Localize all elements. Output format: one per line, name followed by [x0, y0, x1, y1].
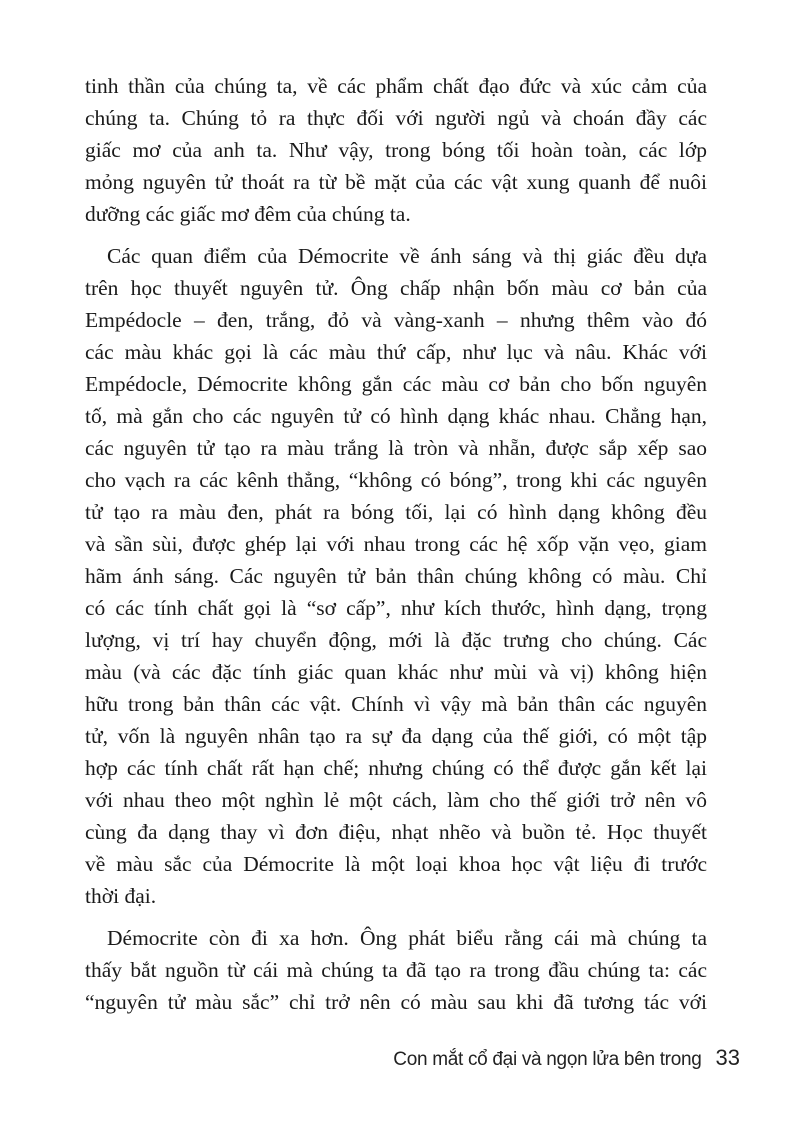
text-line: giấc mơ của anh ta. Như vậy, trong bóng tối hoàn toàn, các lớp — [85, 138, 707, 162]
paragraph — [85, 70, 707, 230]
text-line: hữu trong bản thân các vật. Chính vì vậy mà bản thân các nguyên — [85, 692, 707, 716]
text-line: về màu sắc của Démocrite là một loại khoa học vật liệu đi trước — [85, 852, 707, 876]
page-number: 33 — [715, 1045, 740, 1070]
text-line: các nguyên tử tạo ra màu trắng là tròn và nhẵn, được sắp xếp sao — [85, 436, 707, 460]
running-title: Con mắt cổ đại và ngọn lửa bên trong — [393, 1049, 702, 1070]
text-line: hãm ánh sáng. Các nguyên tử bản thân chúng không có màu. Chỉ — [85, 564, 707, 588]
paragraph — [85, 922, 707, 1018]
text-line: tử, vốn là nguyên nhân tạo ra sự đa dạng của thế giới, có một tập — [85, 724, 707, 748]
text-line: dưỡng các giấc mơ đêm của chúng ta. — [85, 202, 411, 226]
text-line: cho vạch ra các kênh thẳng, “không có bóng”, trong khi các nguyên — [85, 468, 707, 492]
text-line: Démocrite còn đi xa hơn. Ông phát biểu rằng cái mà chúng ta — [107, 926, 707, 950]
text-line: có các tính chất gọi là “sơ cấp”, như kích thước, hình dạng, trọng — [85, 596, 707, 620]
text-line: hợp các tính chất rất hạn chế; nhưng chúng có thể được gắn kết lại — [85, 756, 707, 780]
text-line: tinh thần của chúng ta, về các phẩm chất đạo đức và xúc cảm của — [85, 74, 707, 98]
text-line: chúng ta. Chúng tỏ ra thực đối với người ngủ và choán đầy các — [85, 106, 707, 130]
text-line: màu (và các đặc tính giác quan khác như mùi và vị) không hiện — [85, 660, 707, 684]
page-footer — [0, 1045, 740, 1085]
text-line: trên học thuyết nguyên tử. Ông chấp nhận bốn màu cơ bản của — [85, 276, 707, 300]
text-line: các màu khác gọi là các màu thứ cấp, như lục và nâu. Khác với — [85, 340, 707, 364]
text-line: “nguyên tử màu sắc” chỉ trở nên có màu sau khi đã tương tác với — [85, 990, 707, 1014]
text-line: lượng, vị trí hay chuyển động, mới là đặc trưng cho chúng. Các — [85, 628, 707, 652]
text-line: thời đại. — [85, 884, 157, 908]
text-line: với nhau theo một nghìn lẻ một cách, làm cho thế giới trở nên vô — [85, 788, 707, 812]
text-line: Empédocle – đen, trắng, đỏ và vàng-xanh – nhưng thêm vào đó — [85, 308, 707, 332]
text-line: cùng đa dạng thay vì đơn điệu, nhạt nhẽo và buồn tẻ. Học thuyết — [85, 820, 707, 844]
text-line: tử tạo ra màu đen, phát ra bóng tối, lại có hình dạng không đều — [85, 500, 707, 524]
text-line: tố, mà gắn cho các nguyên tử có hình dạng khác nhau. Chẳng hạn, — [85, 404, 707, 428]
body-text — [85, 70, 707, 1028]
text-line: Empédocle, Démocrite không gắn các màu cơ bản cho bốn nguyên — [85, 372, 707, 396]
text-line: mỏng nguyên tử thoát ra từ bề mặt của các vật xung quanh để nuôi — [85, 170, 707, 194]
text-line: thấy bắt nguồn từ cái mà chúng ta đã tạo ra trong đầu chúng ta: các — [85, 958, 707, 982]
text-line: Các quan điểm của Démocrite về ánh sáng và thị giác đều dựa — [107, 244, 707, 268]
text-line: và sần sùi, được ghép lại với nhau trong các hệ xốp vặn vẹo, giam — [85, 532, 707, 556]
paragraph — [85, 240, 707, 912]
